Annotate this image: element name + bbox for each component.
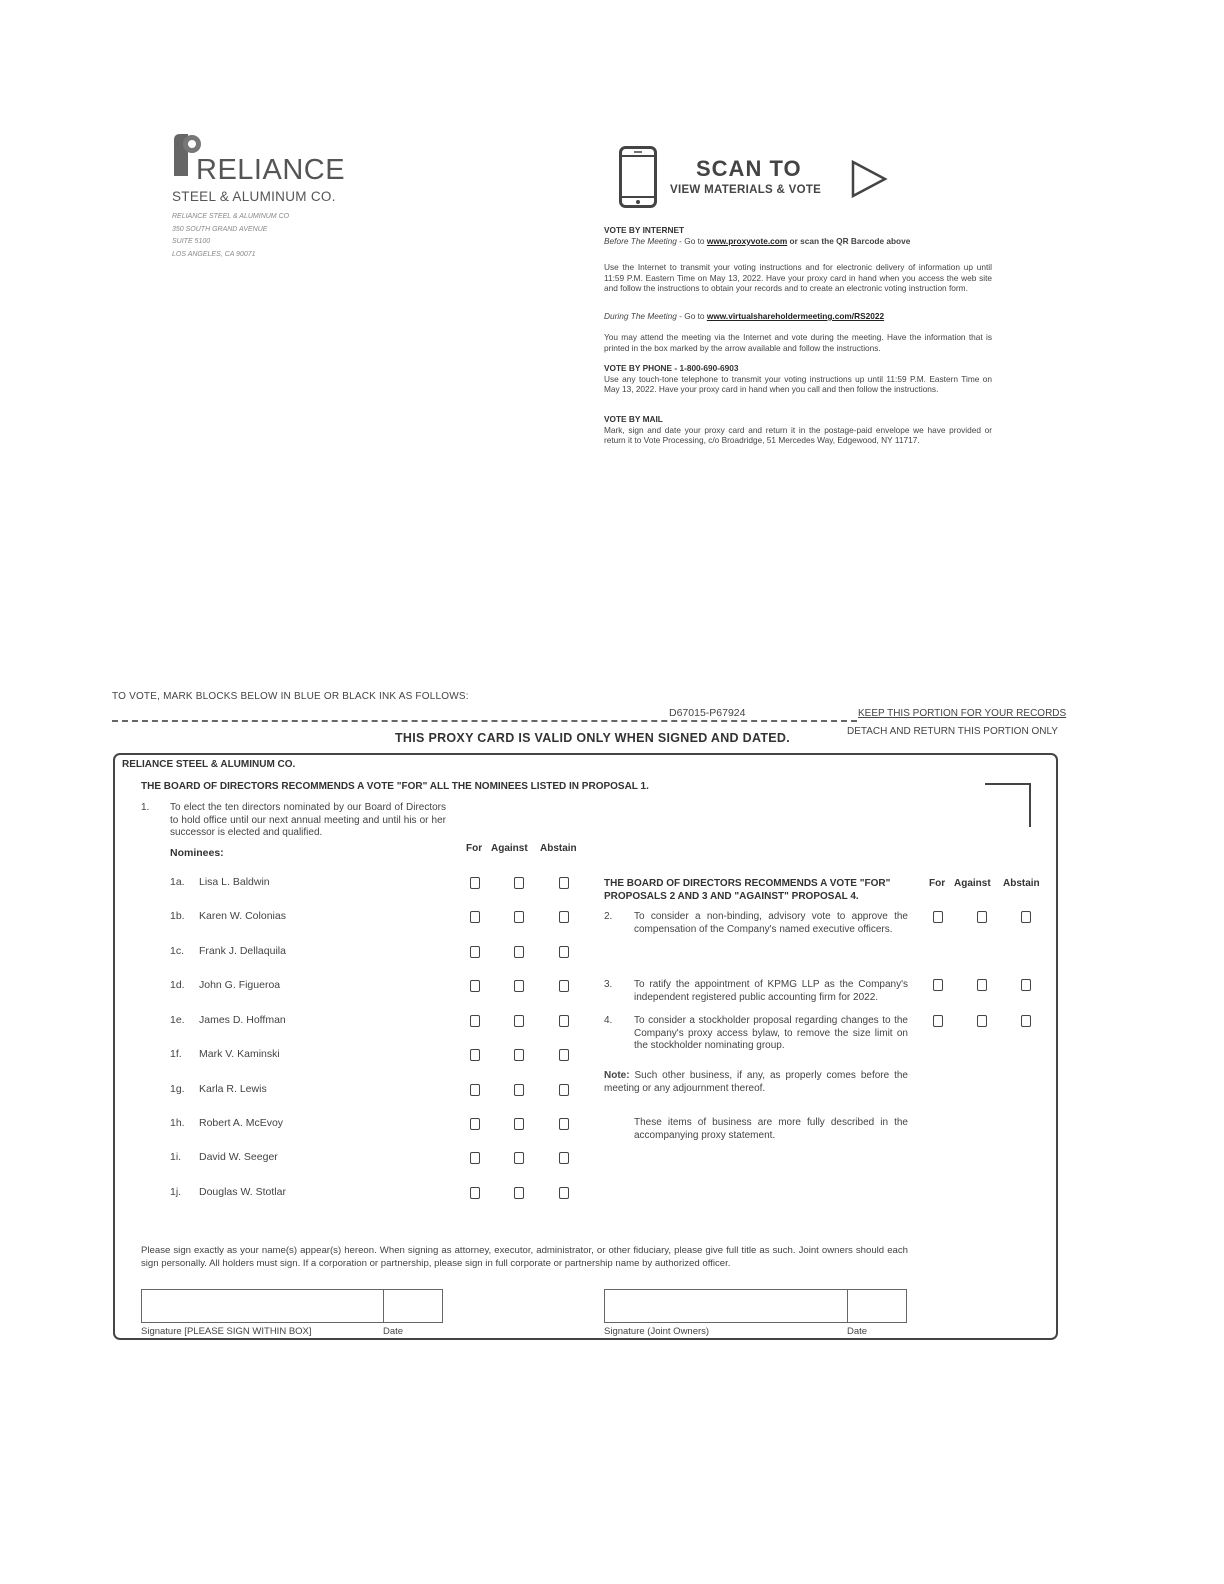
phone-icon	[619, 146, 657, 208]
scan-subtitle: VIEW MATERIALS & VOTE	[670, 184, 822, 196]
nominee-against-checkbox[interactable]	[514, 877, 524, 889]
proposal-text: To ratify the appointment of KPMG LLP as the Company's independent registered public accounting firm for 2022.	[634, 979, 908, 1003]
proposal-abstain-checkbox[interactable]	[1021, 911, 1031, 923]
nominee-number: 1c.	[170, 945, 185, 957]
nominee-abstain-checkbox[interactable]	[559, 1187, 569, 1199]
proposal-against-checkbox[interactable]	[977, 979, 987, 991]
proposal-for-checkbox[interactable]	[933, 1015, 943, 1027]
nominee-for-checkbox[interactable]	[470, 877, 480, 889]
nominee-for-checkbox[interactable]	[470, 946, 480, 958]
nominee-against-checkbox[interactable]	[514, 1152, 524, 1164]
date-label: Date	[383, 1326, 404, 1337]
nominee-name: Karen W. Colonias	[199, 910, 286, 922]
nominee-against-checkbox[interactable]	[514, 946, 524, 958]
nominee-number: 1h.	[170, 1117, 185, 1129]
signature-label: Signature [PLEASE SIGN WITHIN BOX]	[141, 1326, 312, 1337]
col-abstain-2: Abstain	[1003, 878, 1040, 889]
proposal-against-checkbox[interactable]	[977, 1015, 987, 1027]
items-text: These items of business are more fully described in the accompanying proxy statement.	[634, 1117, 908, 1141]
nominee-name: David W. Seeger	[199, 1151, 278, 1163]
nominee-number: 1e.	[170, 1014, 185, 1026]
control-number: D67015-P67924	[669, 707, 746, 719]
vote-mail: VOTE BY MAIL Mark, sign and date your proxy card and return it in the postage-paid envelope we have provided or return it to Vote Processing, c/o Broadridge, 51 Mercedes Way, Edgewood, NY 11717.	[604, 414, 992, 445]
col-abstain: Abstain	[540, 843, 577, 854]
proposal-1-text: To elect the ten directors nominated by our Board of Directors to hold office until our next annual meeting and until his or her successor is elected and qualified.	[170, 802, 446, 838]
scan-title: SCAN TO	[696, 156, 802, 181]
nominee-abstain-checkbox[interactable]	[559, 1084, 569, 1096]
col-against-2: Against	[954, 878, 991, 889]
nominee-name: Lisa L. Baldwin	[199, 876, 270, 888]
nominee-number: 1i.	[170, 1151, 182, 1163]
proposal-number: 2.	[604, 911, 613, 922]
col-for: For	[466, 843, 483, 854]
nominee-name: Robert A. McEvoy	[199, 1117, 284, 1129]
arrow-triangle-icon	[850, 160, 888, 198]
nominee-against-checkbox[interactable]	[514, 911, 524, 923]
proposal-1-number: 1.	[141, 802, 150, 813]
nominee-name: James D. Hoffman	[199, 1014, 286, 1026]
nominees-heading: Nominees:	[170, 847, 224, 859]
signature-box[interactable]	[141, 1289, 384, 1323]
nominee-against-checkbox[interactable]	[514, 1187, 524, 1199]
col-for-2: For	[929, 878, 946, 889]
nominee-number: 1a.	[170, 876, 185, 888]
joint-date-label: Date	[847, 1326, 868, 1337]
keep-portion-label: KEEP THIS PORTION FOR YOUR RECORDS	[858, 708, 1067, 719]
virtual-meeting-link[interactable]: www.virtualshareholdermeeting.com/RS2022	[706, 311, 885, 321]
nominee-against-checkbox[interactable]	[514, 980, 524, 992]
nominee-number: 1b.	[170, 910, 185, 922]
nominee-number: 1d.	[170, 979, 185, 991]
proxyvote-link[interactable]: www.proxyvote.com	[706, 235, 788, 246]
proposal-text: To consider a non-binding, advisory vote to approve the compensation of the Company's named executive officers.	[634, 911, 908, 935]
nominee-name: John G. Figueroa	[199, 979, 281, 991]
date-box[interactable]	[383, 1289, 443, 1323]
proposal-number: 4.	[604, 1015, 613, 1026]
nominee-name: Douglas W. Stotlar	[199, 1186, 286, 1198]
nominee-for-checkbox[interactable]	[470, 1187, 480, 1199]
nominee-for-checkbox[interactable]	[470, 911, 480, 923]
proposal-against-checkbox[interactable]	[977, 911, 987, 923]
nominee-against-checkbox[interactable]	[514, 1049, 524, 1061]
nominee-abstain-checkbox[interactable]	[559, 1015, 569, 1027]
board-recommendation-1: THE BOARD OF DIRECTORS RECOMMENDS A VOTE "FOR" ALL THE NOMINEES LISTED IN PROPOSAL 1.	[141, 781, 649, 792]
nominee-number: 1f.	[170, 1048, 182, 1060]
nominee-for-checkbox[interactable]	[470, 1118, 480, 1130]
proposal-for-checkbox[interactable]	[933, 911, 943, 923]
col-against: Against	[491, 843, 528, 854]
joint-signature-box[interactable]	[604, 1289, 848, 1323]
nominee-abstain-checkbox[interactable]	[559, 1152, 569, 1164]
proposal-text: To consider a stockholder proposal regarding changes to the Company's proxy access bylaw, to remove the size limit on the stockholder nominating group.	[634, 1015, 908, 1051]
nominee-for-checkbox[interactable]	[470, 1049, 480, 1061]
nominee-for-checkbox[interactable]	[470, 1084, 480, 1096]
company-address: RELIANCE STEEL & ALUMINUM CO 350 SOUTH GRAND AVENUE SUITE 5100 LOS ANGELES, CA 90071	[172, 213, 290, 258]
board-recommendation-2: THE BOARD OF DIRECTORS RECOMMENDS A VOTE "FOR" PROPOSALS 2 AND 3 AND "AGAINST" PROPOSAL 4.	[604, 878, 891, 902]
vote-internet-body: Use the Internet to transmit your voting instructions and for electronic delivery of information up until 11:59 P.M. Eastern Time on May 13, 2022. Have your proxy card in hand when you access the web site and follow the instructions to obtain your records and to create an electronic voting instruction form.	[604, 262, 992, 293]
to-vote-instruction: TO VOTE, MARK BLOCKS BELOW IN BLUE OR BLACK INK AS FOLLOWS:	[112, 691, 469, 702]
sign-instructions: Please sign exactly as your name(s) appear(s) hereon. When signing as attorney, executor, administrator, or other fiduciary, please give full title as such. Joint owners should each sign personally. All holders must sign. If a corporation or partnership, please sign in full corporate or partnership name by authorized officer.	[141, 1245, 908, 1269]
nominee-abstain-checkbox[interactable]	[559, 980, 569, 992]
nominee-against-checkbox[interactable]	[514, 1118, 524, 1130]
nominee-against-checkbox[interactable]	[514, 1015, 524, 1027]
proposal-abstain-checkbox[interactable]	[1021, 1015, 1031, 1027]
vote-during-body: You may attend the meeting via the Internet and vote during the meeting. Have the information that is printed in the box marked by the arrow available and follow the instructions.	[604, 332, 992, 353]
nominee-name: Frank J. Dellaquila	[199, 945, 286, 957]
nominee-name: Mark V. Kaminski	[199, 1048, 280, 1060]
logo-name: RELIANCE	[196, 154, 346, 186]
joint-date-box[interactable]	[847, 1289, 907, 1323]
note-text: Note: Such other business, if any, as properly comes before the meeting or any adjournment thereof.	[604, 1070, 908, 1094]
vote-internet: VOTE BY INTERNET Before The Meeting - Go to www.proxyvote.com or scan the QR Barcode above	[604, 225, 911, 246]
card-company-name: RELIANCE STEEL & ALUMINUM CO.	[122, 759, 296, 770]
nominee-against-checkbox[interactable]	[514, 1084, 524, 1096]
nominee-number: 1g.	[170, 1083, 185, 1095]
proposal-number: 3.	[604, 979, 613, 990]
nominee-for-checkbox[interactable]	[470, 1015, 480, 1027]
nominee-abstain-checkbox[interactable]	[559, 1118, 569, 1130]
nominee-for-checkbox[interactable]	[470, 980, 480, 992]
nominee-abstain-checkbox[interactable]	[559, 946, 569, 958]
valid-notice: THIS PROXY CARD IS VALID ONLY WHEN SIGNED AND DATED.	[395, 731, 791, 745]
nominee-name: Karla R. Lewis	[199, 1083, 267, 1095]
nominee-abstain-checkbox[interactable]	[559, 877, 569, 889]
nominee-for-checkbox[interactable]	[470, 1152, 480, 1164]
joint-signature-label: Signature (Joint Owners)	[604, 1326, 710, 1337]
vote-during: During The Meeting - Go to www.virtualshareholdermeeting.com/RS2022	[604, 311, 885, 321]
proposal-abstain-checkbox[interactable]	[1021, 979, 1031, 991]
proposal-for-checkbox[interactable]	[933, 979, 943, 991]
nominee-abstain-checkbox[interactable]	[559, 1049, 569, 1061]
logo-subtitle: STEEL & ALUMINUM CO.	[172, 189, 336, 204]
detach-portion-label: DETACH AND RETURN THIS PORTION ONLY	[847, 726, 1058, 737]
corner-mark	[985, 783, 1031, 827]
detach-line	[112, 720, 857, 722]
nominee-abstain-checkbox[interactable]	[559, 911, 569, 923]
vote-phone: VOTE BY PHONE - 1-800-690-6903 Use any touch-tone telephone to transmit your voting instructions up until 11:59 P.M. Eastern Time on May 13, 2022. Have your proxy card in hand when you call and then follow the instructions.	[604, 363, 992, 394]
nominee-number: 1j.	[170, 1186, 182, 1198]
